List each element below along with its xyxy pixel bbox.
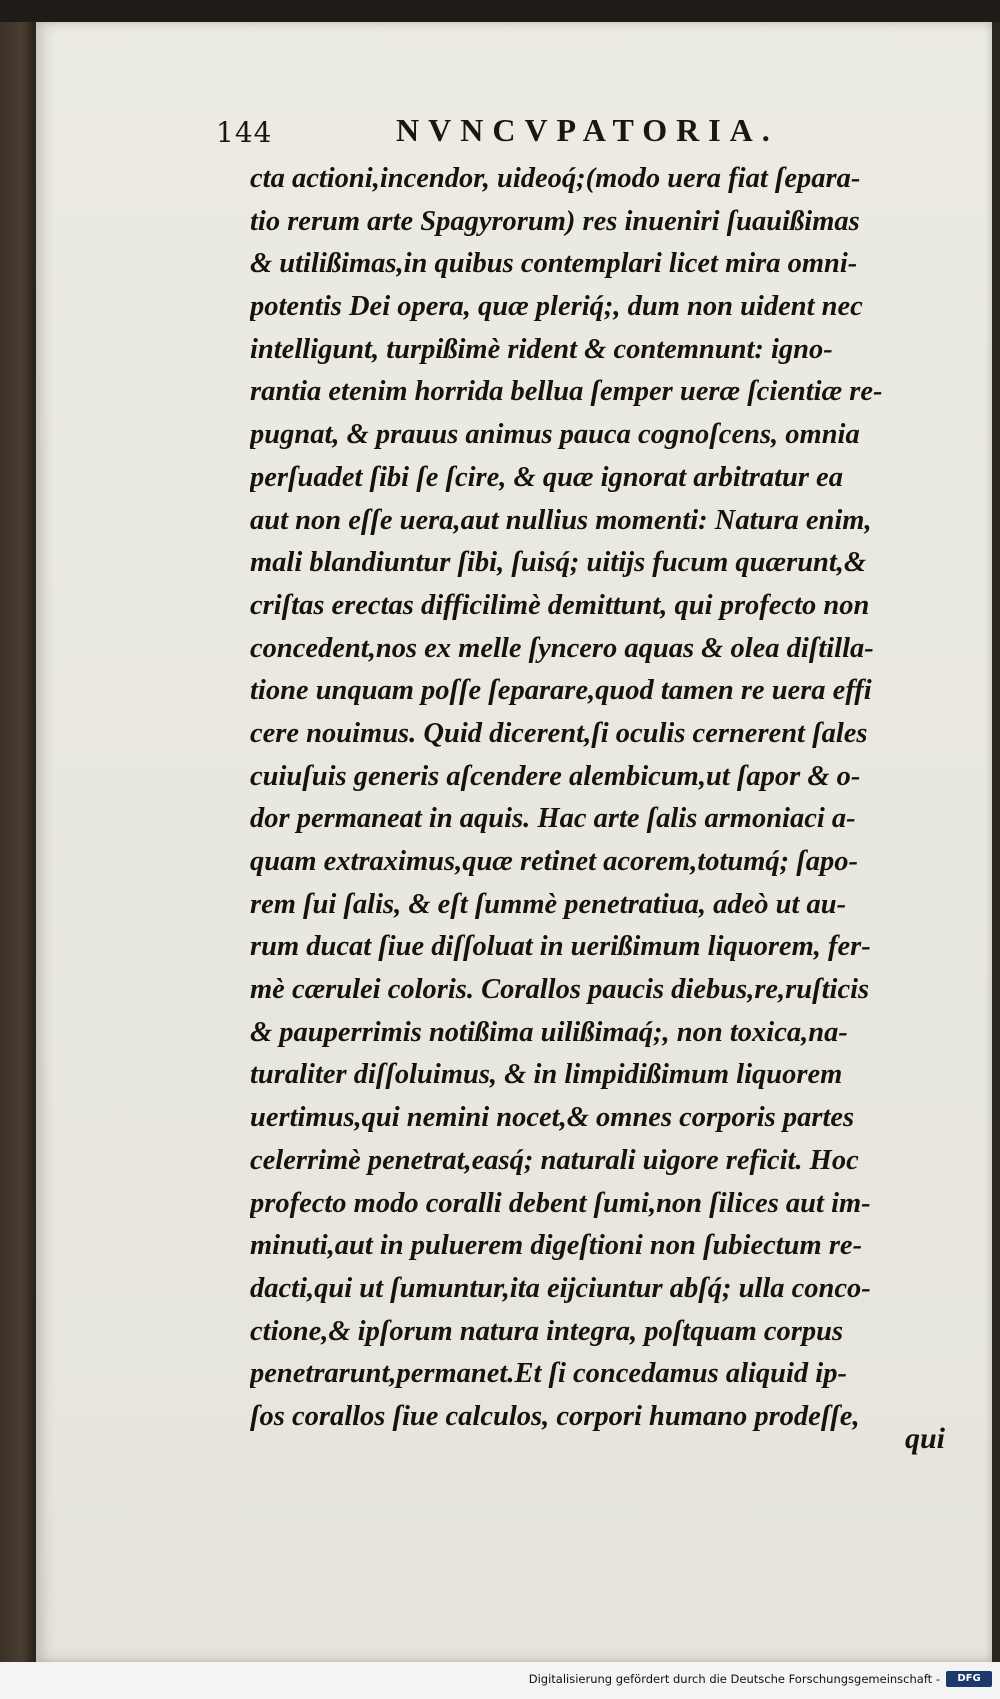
text-line: perſuadet ſibi ſe ſcire, & quæ ignorat arbitratur ea <box>250 461 843 493</box>
catchword: qui <box>905 1422 946 1455</box>
text-line: profecto modo coralli debent ſumi,non ſilices aut im- <box>250 1187 871 1219</box>
text-line: & utilißimas,in quibus contemplari licet mira omni- <box>250 248 858 280</box>
body-text <box>250 158 950 1439</box>
text-line: ſos corallos ſiue calculos, corpori humano prodeſſe, <box>250 1400 860 1432</box>
text-line: & pauperrimis notißima uilißimaq́;, non toxica,na- <box>250 1016 848 1048</box>
text-line: aut non eſſe uera,aut nullius momenti: Natura enim, <box>250 504 872 536</box>
text-line: rem ſui ſalis, & eſt ſummè penetratiua, adeò ut au- <box>250 888 847 920</box>
text-line: potentis Dei opera, quæ pleriq́;, dum non uident nec <box>250 291 863 323</box>
dfg-logo-badge: DFG <box>946 1671 992 1687</box>
digitization-footer <box>0 1662 1000 1699</box>
text-line: tio rerum arte Spagyrorum) res inueniri ſuauißimas <box>250 205 860 237</box>
text-line: rantia etenim horrida bellua ſemper ueræ ſcientiæ re- <box>250 376 883 408</box>
text-line: rum ducat ſiue diſſoluat in uerißimum liquorem, fer- <box>250 931 871 963</box>
text-line: mali blandiuntur ſibi, ſuisq́; uitijs fucum quærunt,& <box>250 547 867 579</box>
text-line: ctione,& ipſorum natura integra, poſtquam corpus <box>250 1315 844 1347</box>
text-line: intelligunt, turpißimè rident & contemnunt: igno- <box>250 333 833 365</box>
running-head <box>216 112 836 158</box>
text-line: uertimus,qui nemini nocet,& omnes corporis partes <box>250 1102 855 1134</box>
text-line: penetrarunt,permanet.Et ſi concedamus aliquid ip- <box>250 1358 847 1390</box>
text-line: quam extraximus,quæ retinet acorem,totumq́; ſapo- <box>250 846 859 877</box>
text-line: mè cærulei coloris. Corallos paucis diebus,re,ruſticis <box>250 974 870 1006</box>
text-line: dacti,qui ut ſumuntur,ita eijciuntur abſq́; ulla conco- <box>250 1272 871 1304</box>
text-line: pugnat, & prauus animus pauca cognoſcens, omnia <box>250 419 860 451</box>
running-head-title: NVNCVPATORIA. <box>396 112 779 148</box>
text-line: cuiuſuis generis aſcendere alembicum,ut ſapor & o- <box>250 760 861 792</box>
text-line: dor permaneat in aquis. Hac arte ſalis armoniaci a- <box>250 803 856 835</box>
text-line: concedent,nos ex melle ſyncero aquas & olea diſtilla- <box>250 632 874 664</box>
text-line: celerrimè penetrat,easq́; naturali uigore reficit. Hoc <box>250 1144 859 1176</box>
text-line: turaliter diſſoluimus, & in limpidißimum liquorem <box>250 1059 843 1091</box>
page-number: 144 <box>216 116 273 149</box>
text-line: tione unquam poſſe ſeparare,quod tamen re uera effi <box>250 675 872 707</box>
text-line: criſtas erectas difficilimè demittunt, qui profecto non <box>250 589 870 621</box>
text-line: minuti,aut in puluerem digeſtioni non ſubiectum re- <box>250 1230 863 1262</box>
footer-credit: Digitalisierung gefördert durch die Deutsche Forschungsgemeinschaft - <box>528 1672 940 1686</box>
text-line: cta actioni,incendor, uideoq́;(modo uera fiat ſepara- <box>250 163 861 194</box>
scan-top-edge <box>0 0 1000 22</box>
text-line: cere nouimus. Quid dicerent,ſi oculis cernerent ſales <box>250 717 868 749</box>
